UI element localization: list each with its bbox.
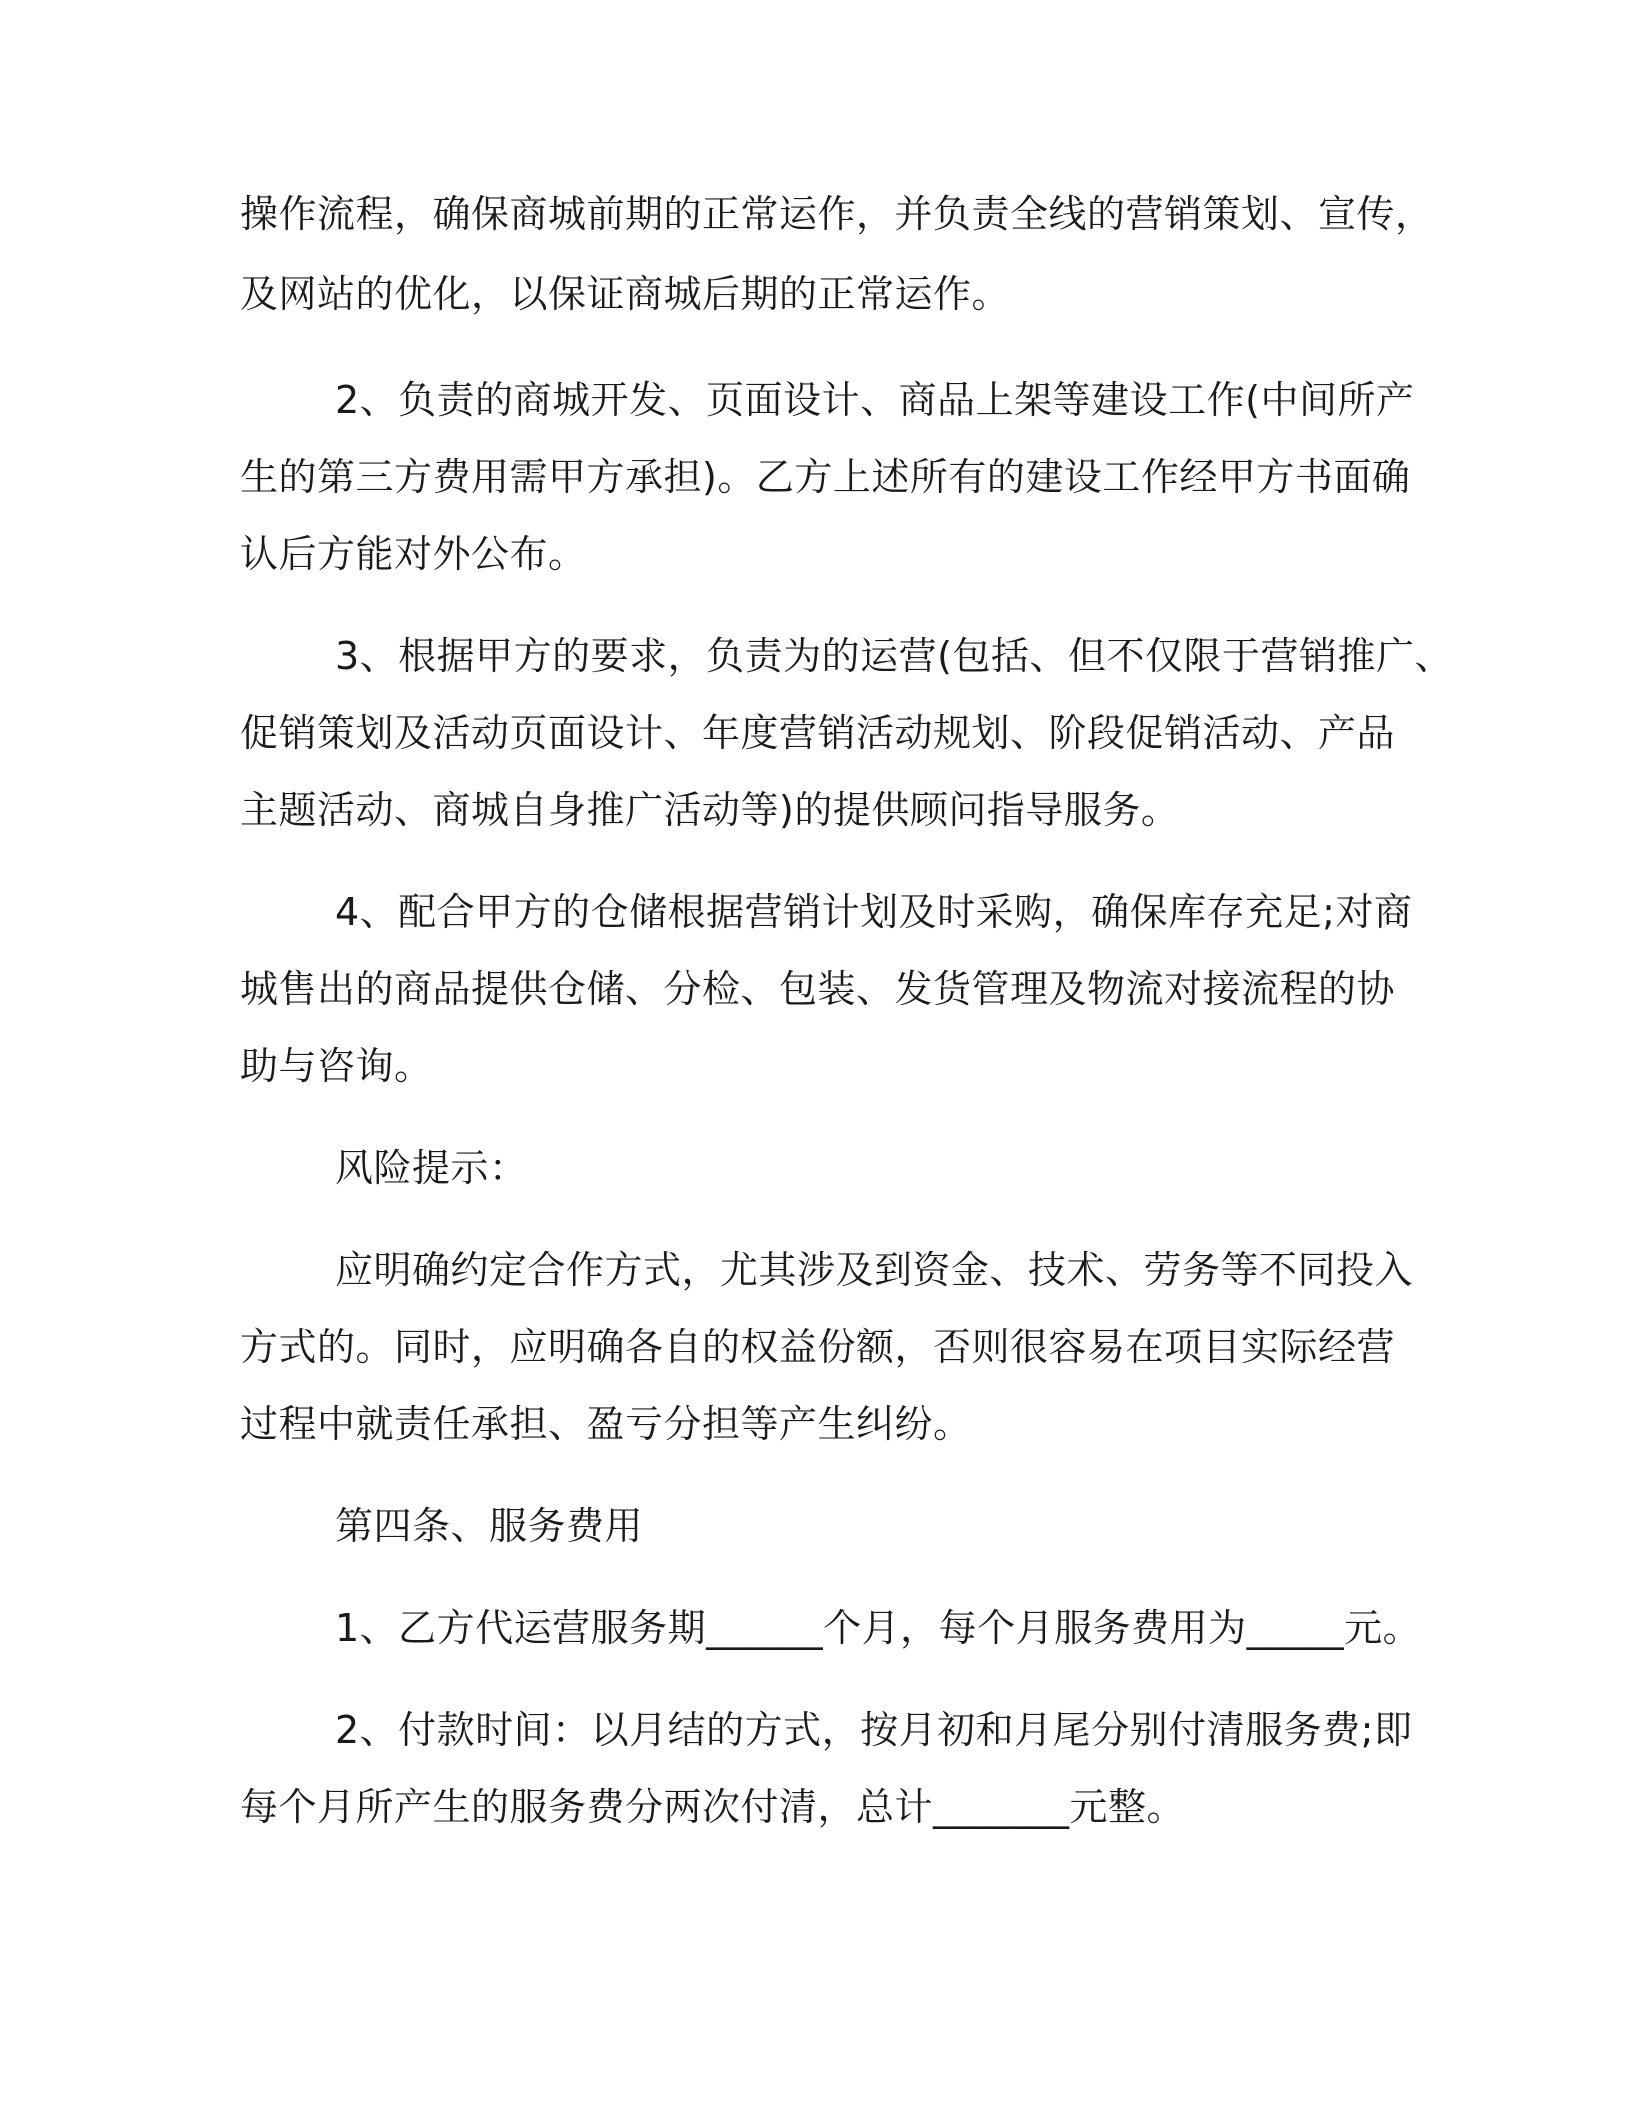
item2-line-1: 2、负责的商城开发、页面设计、商品上架等建设工作(中间所产 xyxy=(335,378,1415,422)
intro-line-2: 及网站的优化，以保证商城后期的正常运作。 xyxy=(240,272,1011,316)
risk-line-1: 应明确约定合作方式，尤其涉及到资金、技术、劳务等不同投入 xyxy=(335,1248,1414,1292)
fee2-line-1: 2、付款时间：以月结的方式，按月初和月尾分别付清服务费;即 xyxy=(335,1708,1413,1752)
item2-line-3: 认后方能对外公布。 xyxy=(240,532,587,576)
item4-line-2: 城售出的商品提供仓储、分检、包装、发货管理及物流对接流程的协 xyxy=(240,967,1396,1011)
item4-line-1: 4、配合甲方的仓储根据营销计划及时采购，确保库存充足;对商 xyxy=(335,890,1413,934)
risk-line-2: 方式的。同时，应明确各自的权益份额，否则很容易在项目实际经营 xyxy=(240,1325,1396,1369)
item3-line-3: 主题活动、商城自身推广活动等)的提供顾问指导服务。 xyxy=(240,788,1180,832)
fee2-line-2: 每个月所产生的服务费分两次付清，总计_______元整。 xyxy=(240,1785,1186,1829)
article4-heading: 第四条、服务费用 xyxy=(335,1504,644,1548)
intro-line-1: 操作流程，确保商城前期的正常运作，并负责全线的营销策划、宣传， xyxy=(240,192,1434,236)
item3-line-2: 促销策划及活动页面设计、年度营销活动规划、阶段促销活动、产品 xyxy=(240,711,1396,755)
item3-line-1: 3、根据甲方的要求，负责为的运营(包括、但不仅限于营销推广、 xyxy=(335,634,1454,678)
risk-heading: 风险提示： xyxy=(335,1146,528,1190)
fee1-line: 1、乙方代运营服务期______个月，每个月服务费用为_____元。 xyxy=(335,1606,1422,1650)
risk-line-3: 过程中就责任承担、盈亏分担等产生纠纷。 xyxy=(240,1402,972,1446)
item2-line-2: 生的第三方费用需甲方承担)。乙方上述所有的建设工作经甲方书面确 xyxy=(240,455,1411,499)
item4-line-3: 助与咨询。 xyxy=(240,1044,433,1088)
